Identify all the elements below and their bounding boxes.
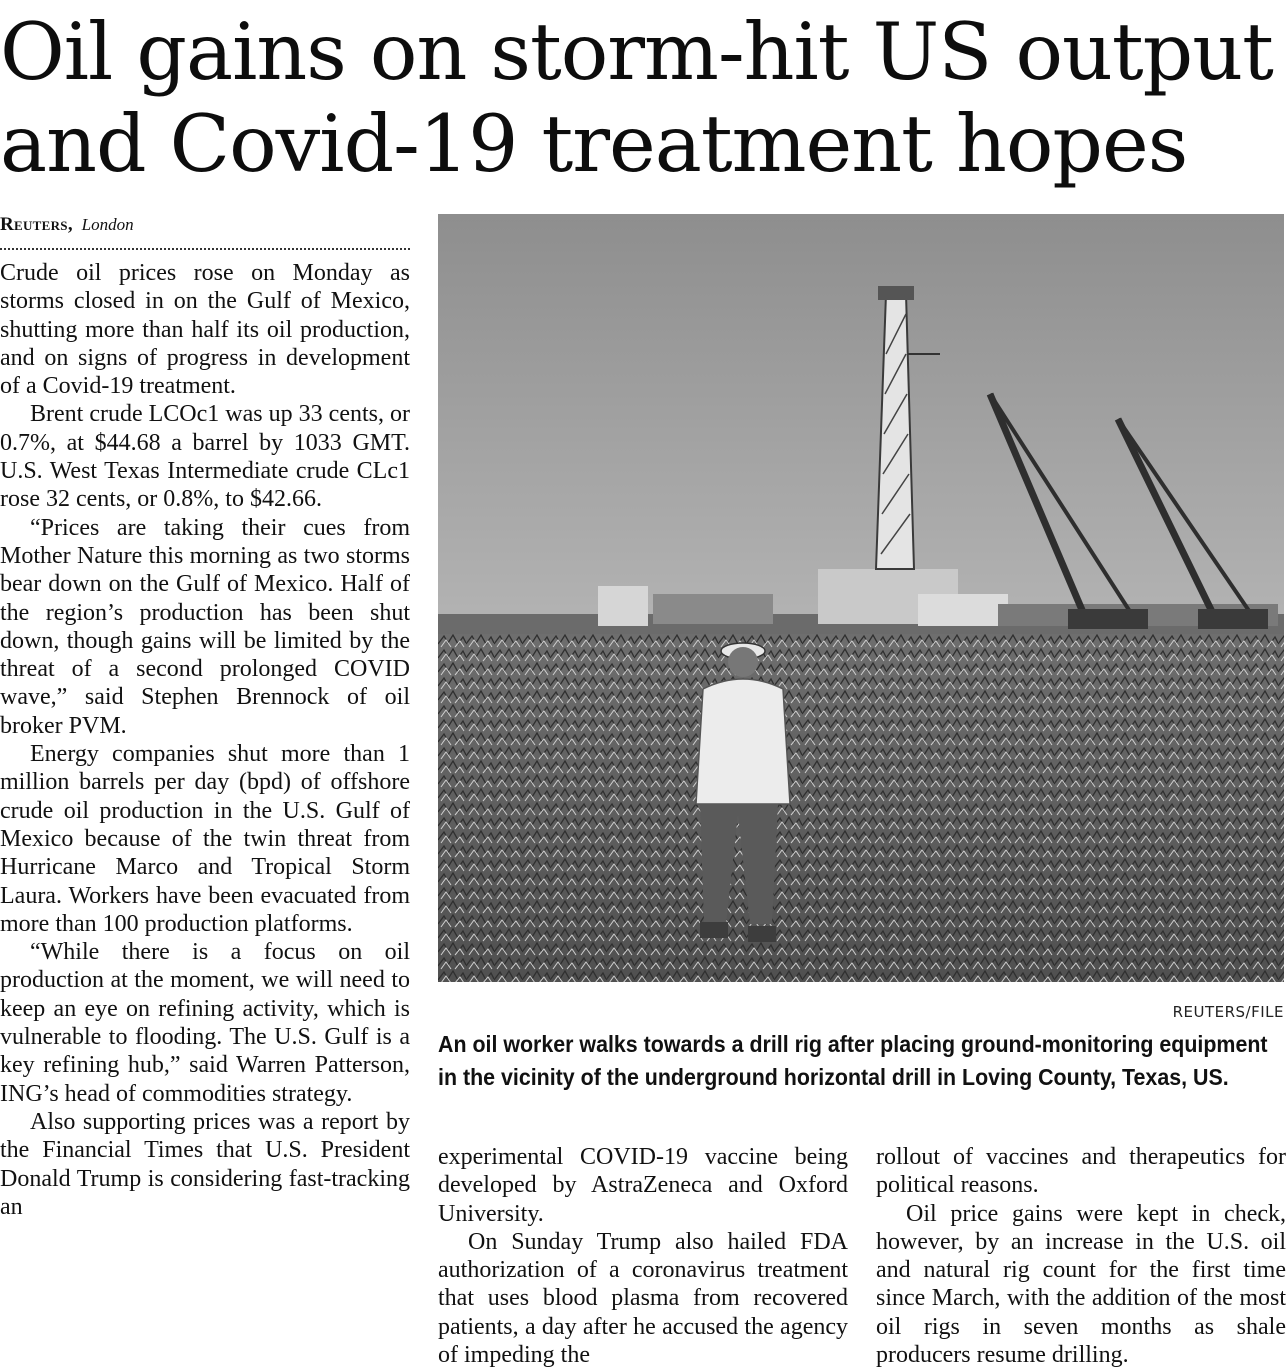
headline-line-2: and Covid-19 treatment hopes (0, 98, 1188, 190)
byline (0, 212, 410, 250)
headline-line-1: Oil gains on storm-hit US output (0, 6, 1273, 98)
paragraph: On Sunday Trump also hailed FDA authorization of a coronavirus treatment that uses blood plasma from recovered patients, a day after he accused the agency of impeding the (438, 1228, 848, 1368)
paragraph: “Prices are taking their cues from Mother Nature this morning as two storms bear down on the Gulf of Mexico. Half of the region’s production has been shut down, though gains will be limited by the threat of a second prolonged COVID wave,” said Stephen Brennock of oil broker PVM. (0, 514, 410, 739)
byline-location: London (81, 215, 134, 234)
article-column-2 (438, 1143, 848, 1368)
headline (0, 6, 1286, 190)
photo-caption: An oil worker walks towards a drill rig after placing ground-monitoring equipment in the vicinity of the underground horizontal drill in Loving County, Texas, US. (438, 1031, 1268, 1090)
paragraph: rollout of vaccines and therapeutics for political reasons. (876, 1144, 1286, 1199)
paragraph: Energy companies shut more than 1 million barrels per day (bpd) of offshore crude oil production in the U.S. Gulf of Mexico because of the twin threat from Hurricane Marco and Tropical Storm Laura. Workers have been evacuated from more than 100 production platforms. (0, 741, 410, 937)
paragraph: Brent crude LCOc1 was up 33 cents, or 0.7%, at $44.68 a barrel by 1033 GMT. U.S. West Texas Intermediate crude CLc1 rose 32 cents, or 0.8%, to $42.66. (0, 401, 410, 513)
paragraph: Oil price gains were kept in check, however, by an increase in the U.S. oil and natural rig count for the first time since March, with the addition of the most oil rigs in seven months as shale producers resume drilling. (876, 1200, 1286, 1368)
article-column-3 (876, 1143, 1286, 1368)
paragraph: experimental COVID-19 vaccine being developed by AstraZeneca and Oxford University. (438, 1144, 848, 1227)
paragraph: Crude oil prices rose on Monday as storms closed in on the Gulf of Mexico, shutting more than half its oil production, and on signs of progress in development of a Covid-19 treatment. (0, 260, 410, 400)
photo-credit: REUTERS/FILE (1172, 1003, 1284, 1021)
article-column-1 (0, 259, 410, 1368)
paragraph: “While there is a focus on oil production at the moment, we will need to keep an eye on refining activity, which is vulnerable to flooding. The U.S. Gulf is a key refining hub,” said Warren Patterson, ING’s head of commodities strategy. (0, 939, 410, 1107)
news-photo (438, 214, 1284, 982)
byline-agency: Reuters, (0, 214, 73, 235)
oil-rig-photo-illustration (438, 214, 1284, 982)
paragraph: Also supporting prices was a report by the Financial Times that U.S. President Donald Trump is considering fast-tracking an (0, 1108, 410, 1220)
